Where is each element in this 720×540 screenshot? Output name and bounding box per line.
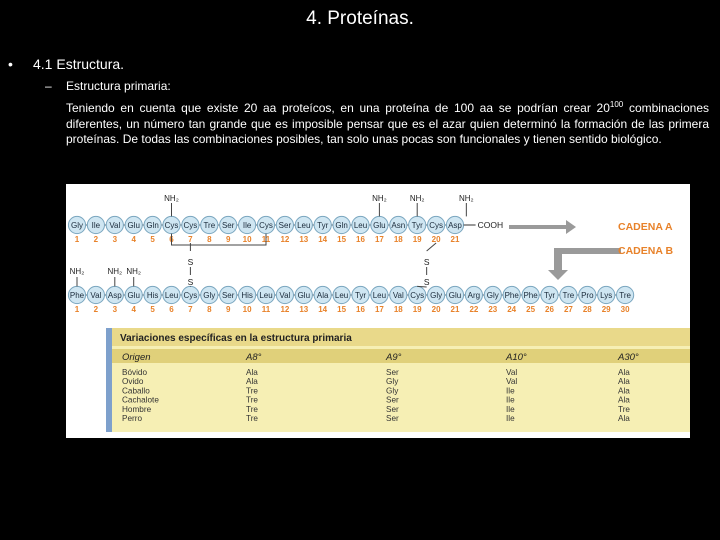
variation-table-cell: Ile (506, 395, 515, 405)
chain-a-residue-label: Gln (335, 221, 348, 230)
chain-a-residue-label: Tyr (411, 221, 423, 230)
interchain-disulfide-bond (427, 243, 436, 251)
variation-table-cell: Val (506, 368, 518, 377)
chain-a-residue-number: 9 (225, 235, 231, 244)
chain-b-arrow (548, 248, 621, 280)
variation-table-cell: Ala (618, 368, 630, 377)
chain-b-residue-label: Val (392, 291, 404, 300)
chain-b-residue-number: 17 (374, 305, 384, 314)
chain-a-nh2-label: NH₂ (409, 194, 425, 203)
chain-a-residue-number: 11 (261, 235, 271, 244)
chain-b-nh2-label: NH₂ (107, 267, 123, 276)
variation-table-cell: Ala (618, 395, 630, 405)
chain-b-residue-label: Tre (562, 291, 575, 300)
chain-b-residue-label: Tyr (354, 291, 367, 300)
chain-a-residue-label: Cys (164, 221, 179, 230)
chain-a-residue-number: 21 (450, 235, 460, 244)
chain-a-residue-number: 13 (299, 235, 309, 244)
chain-a-residue-number: 14 (318, 235, 328, 244)
variation-table-cell: Ser (386, 414, 399, 423)
chain-a-residue-number: 17 (374, 235, 384, 244)
chain-a-residue-label: Tyr (317, 221, 329, 230)
chain-b-residue-number: 7 (188, 305, 193, 314)
chain-b-residue-label: Leu (372, 291, 387, 300)
chain-b-residue-number: 10 (242, 305, 252, 314)
chain-b-residue-number: 26 (545, 305, 554, 314)
variation-table-cell: Tre (246, 404, 258, 414)
chain-b-residue-number: 15 (337, 305, 347, 314)
chain-a-residue-number: 2 (93, 235, 99, 244)
chain-b-residue-number: 2 (93, 305, 99, 314)
variation-table-header: A8° (246, 352, 262, 363)
chain-a-residue-number: 7 (188, 235, 193, 244)
variation-table-cell: Cachalote (122, 395, 159, 405)
sulfur-atom: S (187, 257, 194, 267)
sulfur-atom: S (423, 277, 430, 287)
bullet-structure: 4.1 Estructura. (33, 56, 125, 72)
chain-a-residue-label: Cys (183, 221, 198, 230)
chain-a-residue-label: Tre (203, 221, 216, 230)
chain-b-residue-number: 28 (582, 305, 592, 314)
chain-b-residue-number: 19 (412, 305, 422, 314)
chain-b-residue-number: 4 (131, 305, 136, 314)
variation-table-cell: Ala (246, 368, 258, 377)
variation-table-header: A9° (386, 352, 402, 363)
chain-a-residue-label: Gly (71, 221, 83, 230)
interchain-disulfide-bond (417, 286, 426, 287)
intrachain-disulfide (172, 234, 267, 245)
chain-b-residue-number: 24 (507, 305, 517, 314)
variation-table-cell: Tre (246, 386, 258, 396)
chain-b-residue-label: Gly (486, 291, 499, 300)
chain-b-residue-number: 20 (431, 305, 441, 314)
chain-a-residue-number: 15 (337, 235, 347, 244)
chain-b-residue-number: 1 (74, 305, 80, 314)
chain-a-residue-label: Asp (448, 221, 462, 230)
chain-b-residue-label: Pro (581, 291, 594, 300)
chain-b-label: CADENA B (618, 245, 674, 257)
chain-b-residue-label: Gly (203, 291, 216, 300)
variation-table-cell: Ala (618, 414, 630, 423)
chain-b-residue-label: Cys (410, 291, 425, 300)
chain-a-arrow (509, 220, 576, 234)
chain-a-residue-label: Asn (391, 221, 406, 230)
variation-table-header: A30° (618, 352, 639, 363)
variation-table-cell: Tre (246, 395, 258, 405)
chain-b-residue-label: Ala (316, 291, 329, 300)
chain-a-residue-number: 16 (356, 235, 365, 244)
chain-b-residue-number: 22 (469, 305, 479, 314)
chain-a-residue-label: Glu (373, 221, 386, 230)
chain-a-nh2-label: NH₂ (164, 194, 179, 203)
chain-b-residue-label: Phe (69, 291, 85, 300)
chain-b-residue-number: 6 (169, 305, 174, 314)
variation-table-cell: Tre (618, 404, 630, 414)
slide-title: 4. Proteínas. (306, 8, 414, 29)
sulfur-atom: S (423, 257, 430, 267)
variation-table-cell: Ala (246, 377, 258, 387)
variation-table-cell: Ser (386, 368, 399, 377)
chain-a-residue-label: Leu (297, 221, 311, 230)
chain-b-nh2-label: NH₂ (126, 267, 142, 276)
paragraph-text-start: Teniendo en cuenta que existe 20 aa proteícos, en una proteína de 100 aa se podrían crear 20 (66, 101, 610, 115)
variation-table-cell: Ovido (122, 377, 144, 387)
chain-b-residue-number: 5 (150, 305, 155, 314)
chain-b-residue-number: 9 (225, 305, 231, 314)
chain-b-nh2-label: NH₂ (69, 267, 85, 276)
chain-b-residue-label: Glu (448, 291, 462, 300)
variation-table-cell: Caballo (122, 386, 150, 396)
variation-table-cell: Ala (618, 377, 630, 387)
chain-a-residue-number: 10 (242, 235, 252, 244)
variation-table-cell: Ala (618, 386, 630, 396)
sulfur-atom: S (187, 277, 194, 287)
chain-b-residue-number: 16 (356, 305, 365, 314)
chain-a-residue-label: Ser (278, 221, 292, 230)
chain-b-residue-number: 23 (488, 305, 498, 314)
chain-b-residue-number: 29 (601, 305, 611, 314)
chain-a-cooh: COOH (477, 220, 504, 230)
variation-table-cell: Gly (386, 377, 399, 387)
variation-table-title: Variaciones específicas en la estructura primaria (120, 333, 352, 344)
chain-a-residue-label: Glu (127, 221, 140, 230)
bullet-marker: • (8, 56, 13, 72)
chain-a-residue-number: 19 (412, 235, 422, 244)
chain-b-residue-label: His (146, 291, 159, 300)
chain-b-residue-number: 11 (261, 305, 271, 314)
chain-a-residue-label: Leu (353, 221, 368, 230)
insulin-figure (66, 184, 690, 438)
variation-table-cell: Gly (386, 386, 399, 396)
variation-table-cell: Ser (386, 404, 399, 414)
chain-b-residue-label: Cys (183, 291, 198, 300)
chain-a-residue-label: Gln (146, 221, 159, 230)
chain-a-residue-label: Val (109, 221, 121, 230)
chain-b-residue-label: Leu (334, 291, 349, 300)
chain-b-residue-number: 27 (563, 305, 573, 314)
chain-b-residue-label: Lys (600, 291, 613, 300)
chain-b-residue-label: Val (90, 291, 102, 300)
chain-b-residue-number: 3 (112, 305, 118, 314)
chain-b-residue-label: Leu (259, 291, 273, 300)
paragraph-text-end: combinaciones diferentes, un número tan grande que es imposible pensar que es el azar quien determinó la formación de las primera proteínas. De todas las combinaciones posibles, tan solo unas pocas son funcionales y tienen sentido biológico. (66, 101, 709, 146)
chain-b-residue-number: 21 (450, 305, 460, 314)
chain-b-residue-label: Asp (107, 291, 122, 300)
chain-b-residue-label: Tre (619, 291, 631, 300)
chain-a-residue-number: 6 (169, 235, 174, 244)
chain-a-residue-label: Cys (429, 221, 443, 230)
chain-a-residue-label: Ile (242, 221, 252, 230)
variation-table-band (106, 328, 112, 432)
chain-a-residue-number: 20 (431, 235, 441, 244)
chain-a-residue-label: Ser (221, 221, 235, 230)
chain-b-residue-label: His (241, 291, 253, 300)
variation-table-cell: Bóvido (122, 368, 148, 377)
variation-table-cell: Ile (506, 386, 515, 396)
variation-table-cell: Perro (122, 414, 143, 423)
chain-b-residue-label: Gly (430, 291, 443, 300)
chain-b-residue-number: 13 (299, 305, 309, 314)
chain-b-residue-number: 25 (526, 305, 536, 314)
variation-table-cell: Hombre (122, 404, 152, 414)
variation-table-header: Origen (122, 352, 151, 363)
variation-table-cell: Ser (386, 395, 399, 405)
chain-a-residue-number: 18 (393, 235, 403, 244)
chain-a-residue-label: Ile (91, 221, 101, 230)
explanation-paragraph (66, 97, 709, 148)
chain-b-residue-label: Val (279, 291, 291, 300)
variation-table-cell: Tre (246, 414, 258, 423)
variation-table-cell: Ile (506, 414, 515, 423)
chain-a-residue-label: Cys (259, 221, 273, 230)
sub-bullet-marker: – (45, 79, 52, 93)
chain-b-residue-label: Leu (164, 291, 179, 300)
chain-a-label: CADENA A (618, 221, 673, 233)
sub-bullet-primary-structure: Estructura primaria: (66, 79, 171, 93)
chain-b-residue-label: Ser (221, 291, 235, 300)
chain-b-residue-number: 8 (207, 305, 212, 314)
variation-table-cell: Ile (506, 404, 515, 414)
chain-b-residue-label: Phe (504, 291, 519, 300)
insulin-diagram (66, 184, 690, 438)
chain-a-nh2-label: NH₂ (372, 194, 387, 203)
chain-a-residue-number: 12 (280, 235, 290, 244)
chain-b-residue-label: Tyr (543, 291, 556, 300)
chain-b-residue-label: Glu (127, 291, 140, 300)
chain-a-residue-number: 4 (131, 235, 136, 244)
chain-b-residue-number: 18 (393, 305, 403, 314)
chain-a-residue-number: 1 (74, 235, 80, 244)
paragraph-exponent: 100 (609, 100, 624, 109)
chain-a-residue-number: 8 (207, 235, 212, 244)
chain-b-residue-number: 12 (280, 305, 290, 314)
variation-table-cell: Val (506, 377, 518, 387)
chain-a-residue-number: 5 (150, 235, 155, 244)
chain-b-residue-number: 30 (620, 305, 630, 314)
variation-table-header: A10° (506, 352, 527, 363)
chain-b-residue-label: Glu (297, 291, 311, 300)
chain-b-residue-number: 14 (318, 305, 328, 314)
chain-b-residue-label: Arg (467, 291, 481, 300)
chain-b-residue-label: Phe (523, 291, 538, 300)
chain-a-residue-number: 3 (112, 235, 118, 244)
chain-a-nh2-label: NH₂ (459, 194, 474, 203)
